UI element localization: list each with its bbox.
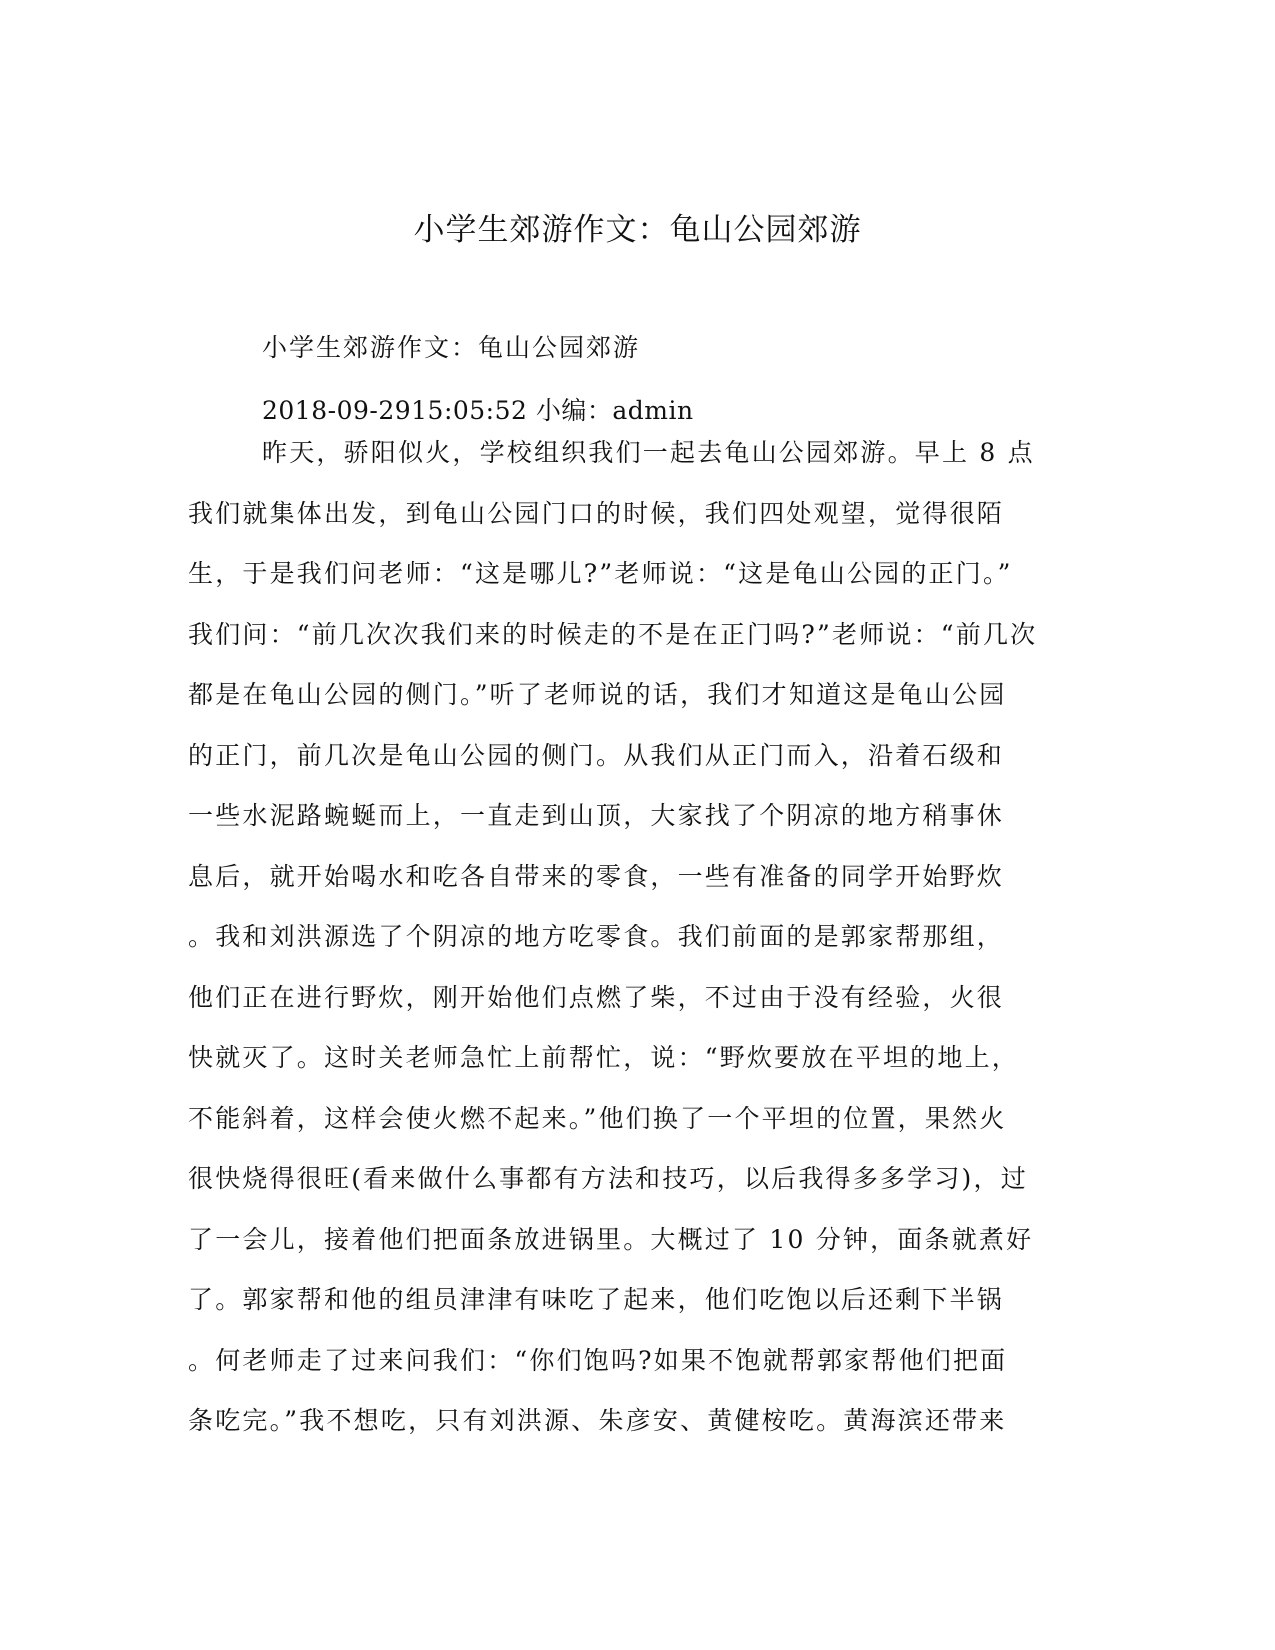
body-line: 都是在龟山公园的侧门。”听了老师说的话，我们才知道这是龟山公园 xyxy=(188,680,1007,709)
article-meta: 2018-09-2915:05:52 小编：admin xyxy=(262,396,694,425)
body-line: 条吃完。”我不想吃，只有刘洪源、朱彦安、黄健桉吃。黄海滨还带来 xyxy=(188,1406,1007,1435)
body-line: 了。郭家帮和他的组员津津有味吃了起来，他们吃饱以后还剩下半锅 xyxy=(188,1285,1005,1314)
body-line: 昨天，骄阳似火，学校组织我们一起去龟山公园郊游。早上 8 点 xyxy=(262,438,1035,467)
body-line: 。何老师走了过来问我们：“你们饱吗?如果不饱就帮郭家帮他们把面 xyxy=(188,1346,1008,1375)
body-line: 很快烧得很旺(看来做什么事都有方法和技巧，以后我得多多学习)，过 xyxy=(188,1164,1028,1193)
body-line: 一些水泥路蜿蜒而上，一直走到山顶，大家找了个阴凉的地方稍事休 xyxy=(188,801,1005,830)
body-line: 我们就集体出发，到龟山公园门口的时候，我们四处观望，觉得很陌 xyxy=(188,499,1005,528)
article-subtitle: 小学生郊游作文：龟山公园郊游 xyxy=(262,333,641,362)
body-line: 快就灭了。这时关老师急忙上前帮忙，说：“野炊要放在平坦的地上， xyxy=(188,1043,1019,1072)
body-line: 的正门，前几次是龟山公园的侧门。从我们从正门而入，沿着石级和 xyxy=(188,741,1005,770)
body-line: 他们正在进行野炊，刚开始他们点燃了柴，不过由于没有经验，火很 xyxy=(188,983,1005,1012)
body-line: 。我和刘洪源选了个阴凉的地方吃零食。我们前面的是郭家帮那组， xyxy=(188,922,1005,951)
body-line: 息后，就开始喝水和吃各自带来的零食，一些有准备的同学开始野炊 xyxy=(188,862,1005,891)
body-line: 生，于是我们问老师：“这是哪儿?”老师说：“这是龟山公园的正门。” xyxy=(188,559,1013,588)
body-line: 了一会儿，接着他们把面条放进锅里。大概过了 10 分钟，面条就煮好 xyxy=(188,1225,1034,1254)
body-line: 不能斜着，这样会使火燃不起来。”他们换了一个平坦的位置，果然火 xyxy=(188,1104,1007,1133)
body-line: 我们问：“前几次次我们来的时候走的不是在正门吗?”老师说：“前几次 xyxy=(188,620,1038,649)
page-title: 小学生郊游作文：龟山公园郊游 xyxy=(413,212,862,248)
